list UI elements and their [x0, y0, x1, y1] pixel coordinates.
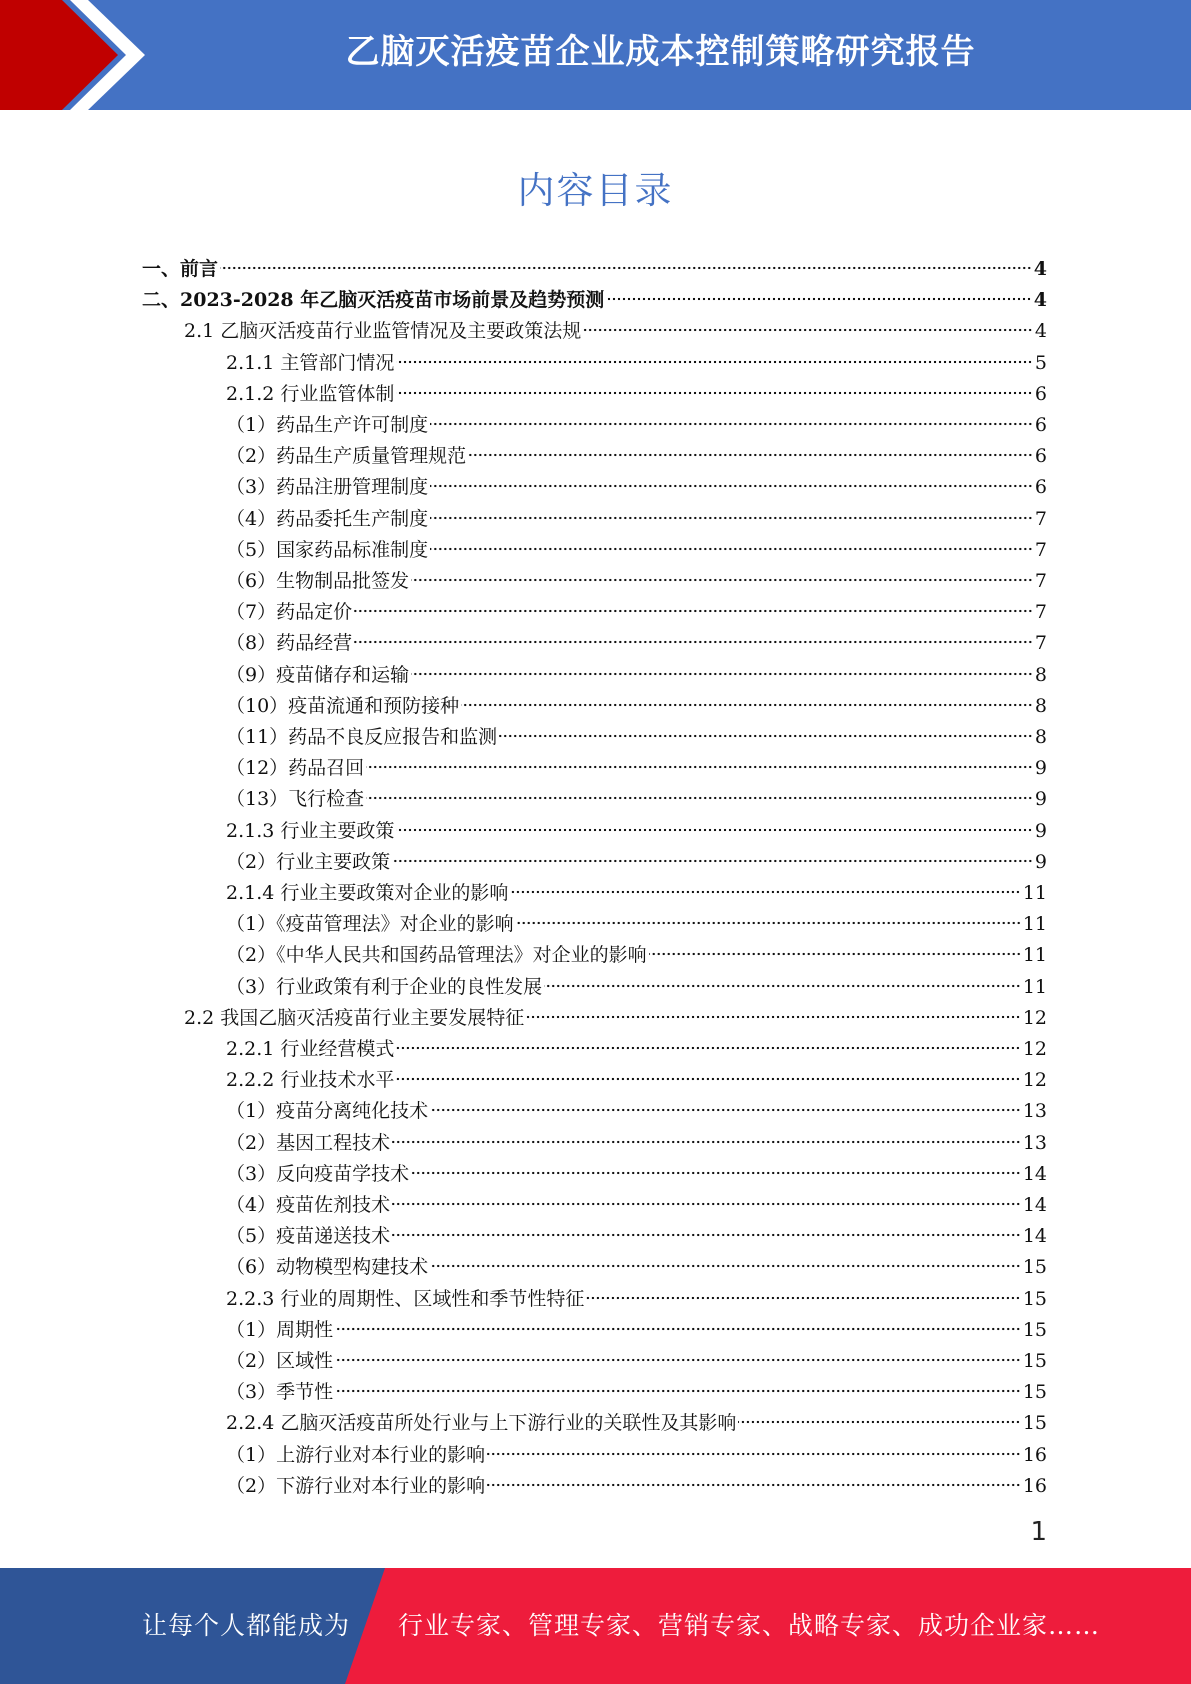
toc-entry-label: （4）药品委托生产制度 — [226, 507, 429, 530]
toc-entry[interactable] — [226, 1128, 1047, 1159]
toc-entry-label: （3）反向疫苗学技术 — [226, 1162, 410, 1185]
toc-entry[interactable] — [226, 1065, 1047, 1096]
toc-entry[interactable] — [142, 285, 1047, 316]
toc-entry-label: 2.2 我国乙脑灭活疫苗行业主要发展特征 — [184, 1006, 525, 1029]
toc-entry[interactable] — [226, 628, 1047, 659]
toc-entry[interactable] — [226, 1252, 1047, 1283]
toc-dot-leader — [430, 422, 1033, 426]
toc-entry[interactable] — [226, 753, 1047, 784]
toc-entry[interactable] — [226, 1284, 1047, 1315]
toc-entry[interactable] — [226, 1440, 1047, 1471]
toc-entry-label: （5）国家药品标准制度 — [226, 538, 429, 561]
toc-dot-leader — [396, 391, 1033, 395]
toc-entry[interactable] — [226, 1315, 1047, 1346]
toc-entry[interactable] — [226, 784, 1047, 815]
toc-entry-page: 4 — [1034, 320, 1047, 343]
toc-entry-label: （2）行业主要政策 — [226, 850, 391, 873]
toc-dot-leader — [392, 1202, 1021, 1206]
toc-entry-label: （1）疫苗分离纯化技术 — [226, 1100, 429, 1123]
toc-entry-page: 6 — [1034, 476, 1047, 499]
toc-dot-leader — [392, 1233, 1021, 1237]
toc-entry-label: （3）药品注册管理制度 — [226, 476, 429, 499]
toc-entry-label: （2）下游行业对本行业的影响 — [226, 1474, 486, 1497]
toc-entry[interactable] — [226, 909, 1047, 940]
toc-entry-page: 11 — [1022, 913, 1047, 936]
toc-entry-label: （4）疫苗佐剂技术 — [226, 1194, 391, 1216]
toc-entry-page: 15 — [1022, 1287, 1047, 1310]
toc-dot-leader — [430, 1108, 1021, 1112]
toc-entry[interactable] — [226, 348, 1047, 379]
toc-dot-leader — [487, 1452, 1021, 1456]
toc-entry-label: （2）《中华人民共和国药品管理法》对企业的影响 — [226, 944, 647, 967]
toc-entry[interactable] — [226, 940, 1047, 971]
toc-entry-label: （1）药品生产许可制度 — [226, 414, 429, 436]
toc-entry-page: 4 — [1033, 289, 1047, 312]
toc-entry[interactable] — [226, 504, 1047, 535]
toc-entry-label: （6）生物制品批签发 — [226, 570, 410, 592]
toc-dot-leader — [392, 859, 1033, 863]
toc-entry-label: （13）飞行检查 — [226, 788, 365, 811]
toc-dot-leader — [430, 484, 1033, 488]
toc-entry-page: 6 — [1034, 414, 1047, 436]
toc-entry-page: 15 — [1022, 1256, 1047, 1279]
toc-entry-label: （2）基因工程技术 — [226, 1131, 391, 1154]
toc-dot-leader — [366, 796, 1033, 800]
toc-heading: 内容目录 — [517, 169, 674, 212]
toc-entry-label: （3）行业政策有利于企业的良性发展 — [226, 975, 543, 998]
toc-entry-label: 2.1.4 行业主要政策对企业的影响 — [226, 882, 509, 904]
toc-entry[interactable] — [226, 660, 1047, 691]
footer-banner — [0, 1568, 1191, 1684]
toc-entry-page: 11 — [1022, 975, 1047, 998]
toc-dot-leader — [583, 328, 1033, 332]
toc-dot-leader — [396, 828, 1033, 832]
toc-entry[interactable] — [226, 535, 1047, 566]
toc-entry-page: 11 — [1022, 882, 1047, 904]
toc-entry[interactable] — [226, 878, 1047, 909]
toc-entry-page: 14 — [1022, 1225, 1047, 1248]
toc-entry-label: （6）动物模型构建技术 — [226, 1256, 429, 1279]
toc-entry-page: 4 — [1033, 258, 1047, 280]
toc-entry-label: （1）周期性 — [226, 1318, 334, 1341]
toc-entry[interactable] — [226, 1377, 1047, 1408]
toc-entry-page: 15 — [1022, 1318, 1047, 1341]
toc-entry[interactable] — [142, 254, 1047, 285]
toc-dot-leader — [411, 672, 1033, 676]
toc-entry-page: 16 — [1022, 1443, 1047, 1466]
toc-dot-leader — [220, 266, 1032, 270]
toc-entry[interactable] — [226, 722, 1047, 753]
toc-entry-page: 9 — [1034, 819, 1047, 842]
toc-entry-page: 7 — [1034, 601, 1047, 624]
toc-entry[interactable] — [226, 1408, 1047, 1439]
toc-entry-page: 12 — [1022, 1006, 1047, 1029]
toc-entry-page: 14 — [1022, 1162, 1047, 1185]
toc-entry-label: （3）季节性 — [226, 1381, 334, 1404]
toc-entry-page: 15 — [1022, 1350, 1047, 1372]
toc-entry-label: 2.1 乙脑灭活疫苗行业监管情况及主要政策法规 — [184, 320, 582, 343]
toc-entry-page: 16 — [1022, 1474, 1047, 1497]
toc-dot-leader — [544, 984, 1021, 988]
header-banner — [0, 0, 1191, 110]
toc-entry[interactable] — [226, 1346, 1047, 1377]
toc-dot-leader — [396, 1046, 1020, 1050]
toc-entry[interactable] — [226, 972, 1047, 1003]
toc-entry-page: 8 — [1034, 663, 1047, 686]
toc-dot-leader — [738, 1420, 1020, 1424]
toc-entry[interactable] — [226, 1221, 1047, 1252]
toc-entry-page: 9 — [1034, 850, 1047, 873]
footer-slogan-right: 行业专家、管理专家、营销专家、战略专家、成功企业家…… — [398, 1611, 1101, 1640]
toc-dot-leader — [606, 297, 1032, 301]
toc-entry[interactable] — [184, 1003, 1047, 1034]
toc-dot-leader — [335, 1327, 1021, 1331]
red-arrow-decoration — [0, 0, 160, 110]
toc-entry-page: 13 — [1022, 1100, 1047, 1123]
toc-entry-label: （1）《疫苗管理法》对企业的影响 — [226, 913, 514, 936]
toc-entry-label: （8）药品经营 — [226, 632, 353, 655]
toc-entry-page: 8 — [1034, 694, 1047, 717]
toc-dot-leader — [335, 1389, 1021, 1393]
toc-entry-page: 9 — [1034, 757, 1047, 780]
toc-dot-leader — [366, 765, 1033, 769]
toc-entry[interactable] — [184, 316, 1047, 347]
toc-entry[interactable] — [226, 472, 1047, 503]
toc-dot-leader — [499, 734, 1033, 738]
toc-entry-page: 14 — [1022, 1194, 1047, 1216]
toc-dot-leader — [396, 1077, 1020, 1081]
toc-entry-label: 2.1.3 行业主要政策 — [226, 819, 395, 842]
toc-dot-leader — [411, 1171, 1021, 1175]
toc-entry-page: 9 — [1034, 788, 1047, 811]
toc-dot-leader — [516, 921, 1021, 925]
toc-entry-label: 2.2.3 行业的周期性、区域性和季节性特征 — [226, 1287, 585, 1310]
toc-entry[interactable] — [226, 1159, 1047, 1190]
toc-entry[interactable] — [226, 1096, 1047, 1127]
toc-entry[interactable] — [226, 847, 1047, 878]
toc-entry-page: 12 — [1022, 1038, 1047, 1060]
toc-dot-leader — [510, 890, 1020, 894]
toc-dot-leader — [392, 1140, 1021, 1144]
toc-entry[interactable] — [226, 410, 1047, 441]
toc-entry-label: （10）疫苗流通和预防接种 — [226, 694, 460, 717]
toc-entry-page: 7 — [1034, 632, 1047, 655]
toc-dot-leader — [649, 952, 1021, 956]
toc-entry-page: 11 — [1022, 944, 1047, 967]
toc-entry[interactable] — [226, 566, 1047, 597]
toc-entry-label: 2.2.1 行业经营模式 — [226, 1038, 395, 1060]
toc-entry-page: 8 — [1034, 726, 1047, 748]
toc-entry[interactable] — [226, 1190, 1047, 1221]
toc-dot-leader — [526, 1015, 1021, 1019]
report-title: 乙脑灭活疫苗企业成本控制策略研究报告 — [345, 32, 976, 72]
toc-entry-label: （11）药品不良反应报告和监测 — [226, 726, 498, 748]
toc-dot-leader — [354, 640, 1033, 644]
toc-entry[interactable] — [226, 816, 1047, 847]
toc-entry-page: 12 — [1022, 1069, 1047, 1092]
toc-entry[interactable] — [226, 1034, 1047, 1065]
toc-entry-label: （7）药品定价 — [226, 601, 353, 624]
toc-entry-page: 15 — [1022, 1412, 1047, 1435]
toc-entry[interactable] — [226, 441, 1047, 472]
toc-entry-page: 6 — [1034, 382, 1047, 405]
toc-dot-leader — [468, 453, 1033, 457]
toc-dot-leader — [586, 1296, 1020, 1300]
toc-dot-leader — [430, 1264, 1021, 1268]
toc-entry-label: （2）药品生产质量管理规范 — [226, 445, 467, 468]
toc-entry-label: （12）药品召回 — [226, 757, 365, 780]
toc-dot-leader — [430, 547, 1033, 551]
toc-dot-leader — [487, 1483, 1021, 1487]
toc-entry[interactable] — [226, 1471, 1047, 1502]
toc-entry-page: 15 — [1022, 1381, 1047, 1404]
toc-entry-label: （9）疫苗储存和运输 — [226, 663, 410, 686]
toc-entry-label: 2.2.2 行业技术水平 — [226, 1069, 395, 1092]
toc-entry-page: 7 — [1034, 507, 1047, 530]
toc-entry-label: （2）区域性 — [226, 1350, 334, 1372]
toc-dot-leader — [461, 703, 1033, 707]
toc-dot-leader — [411, 578, 1033, 582]
toc-entry-page: 6 — [1034, 445, 1047, 468]
page-number: 1 — [1030, 1517, 1047, 1547]
toc-entry[interactable] — [226, 597, 1047, 628]
toc-entry-label: （1）上游行业对本行业的影响 — [226, 1443, 486, 1466]
toc-dot-leader — [335, 1358, 1021, 1362]
toc-entry[interactable] — [226, 691, 1047, 722]
toc-entry-label: 2.2.4 乙脑灭活疫苗所处行业与上下游行业的关联性及其影响 — [226, 1412, 737, 1435]
toc-entry-page: 13 — [1022, 1131, 1047, 1154]
toc-entry-label: 2.1.2 行业监管体制 — [226, 382, 395, 405]
toc-entry-label: （5）疫苗递送技术 — [226, 1225, 391, 1248]
toc-dot-leader — [354, 609, 1033, 613]
toc-dot-leader — [430, 516, 1033, 520]
toc-entry-label: 2.1.1 主管部门情况 — [226, 351, 395, 374]
toc-dot-leader — [396, 360, 1033, 364]
toc-entry-label: 二、2023-2028 年乙脑灭活疫苗市场前景及趋势预测 — [142, 289, 605, 312]
toc-entry-page: 7 — [1034, 570, 1047, 592]
toc-entry-page: 5 — [1034, 351, 1047, 374]
toc-entry[interactable] — [226, 379, 1047, 410]
toc-entry-page: 7 — [1034, 538, 1047, 561]
footer-slogan-left: 让每个人都能成为 — [142, 1611, 351, 1640]
toc-entry-label: 一、前言 — [142, 258, 219, 280]
